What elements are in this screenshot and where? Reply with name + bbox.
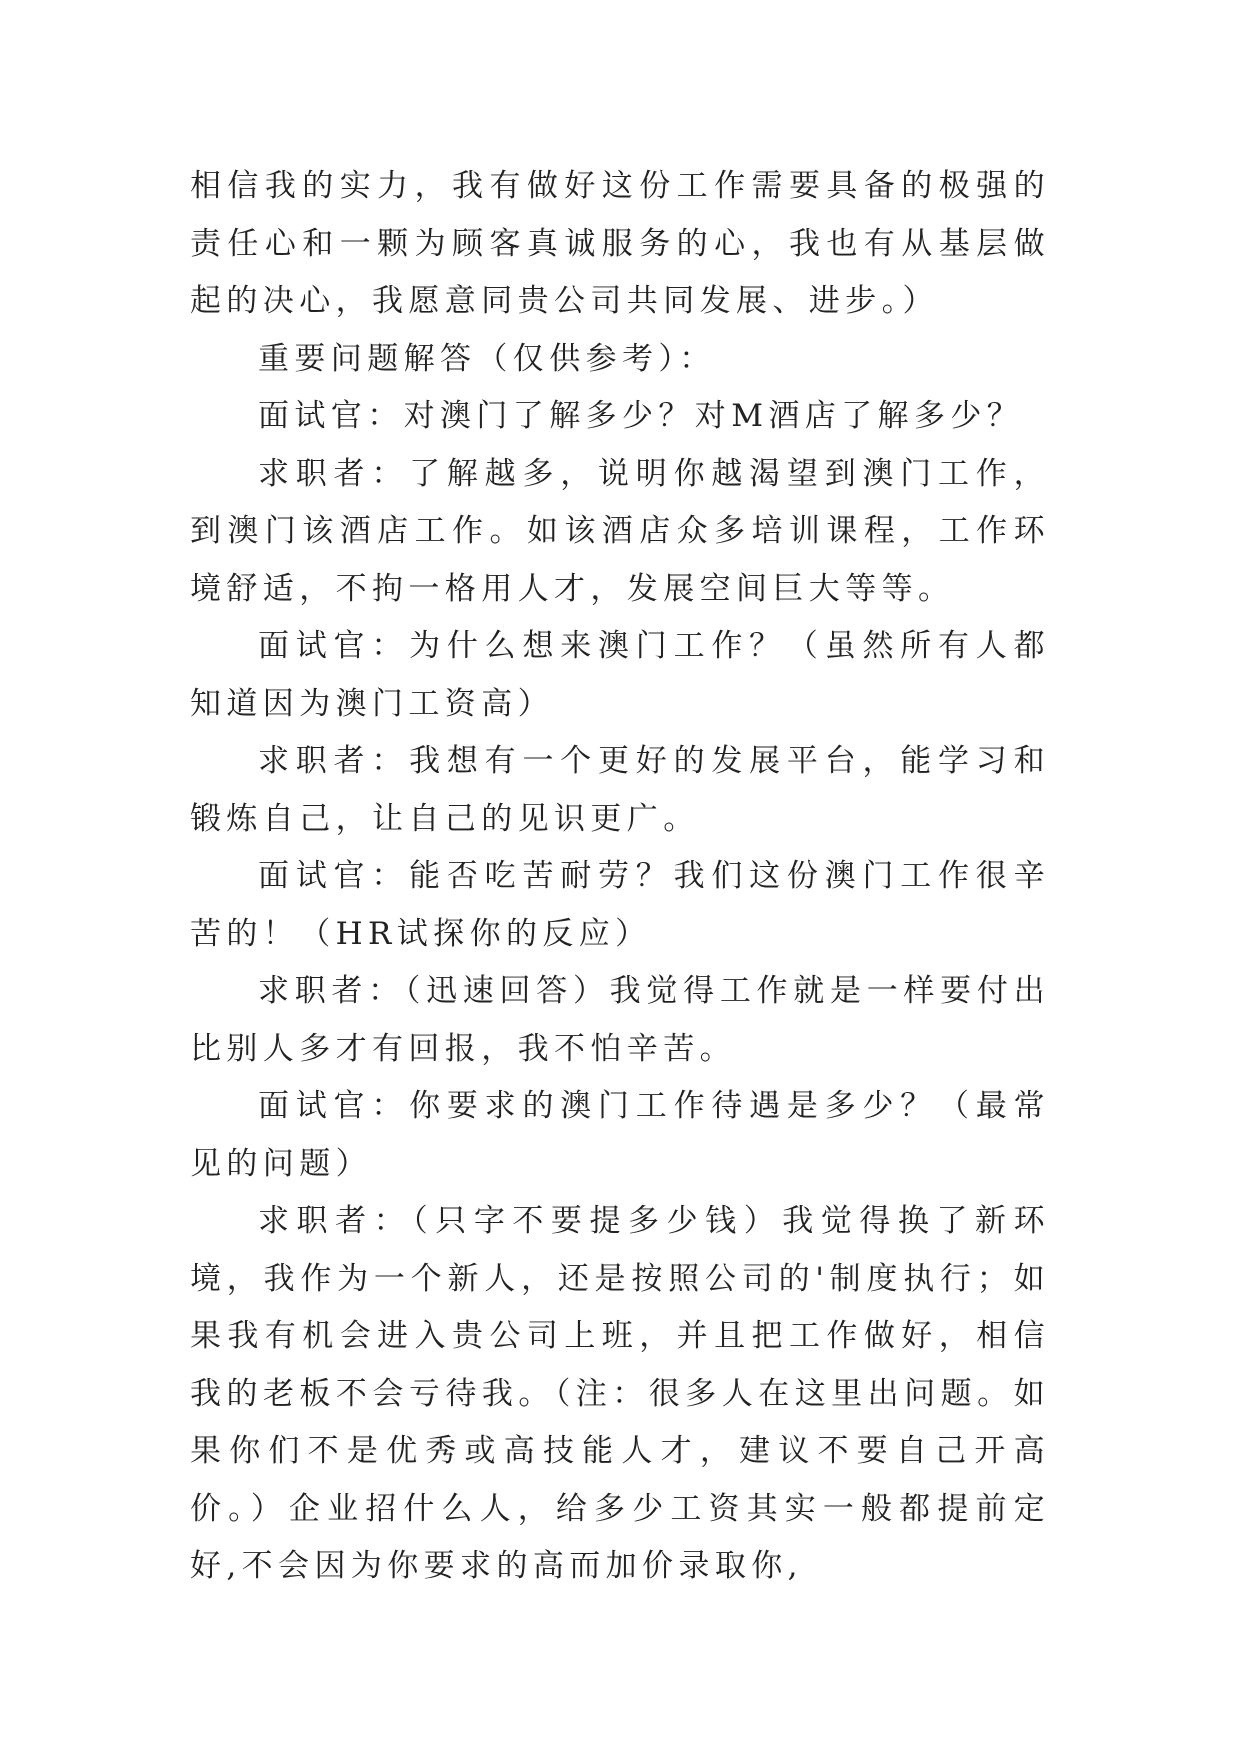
paragraph-candidate-a1: 求职者：了解越多，说明你越渴望到澳门工作，到澳门该酒店工作。如该酒店众多培训课程，工作环境舒适，不拘一格用人才，发展空间巨大等等。 [190,455,1050,607]
paragraph-interviewer-q3: 面试官：能否吃苦耐劳？我们这份澳门工作很辛苦的！（HR试探你的反应） [190,858,1050,952]
paragraph-interviewer-q4: 面试官：你要求的澳门工作待遇是多少？（最常见的问题） [190,1088,1050,1182]
paragraph-candidate-a3: 求职者：（迅速回答）我觉得工作就是一样要付出比别人多才有回报，我不怕辛苦。 [190,973,1050,1067]
document-body [190,158,1050,1596]
paragraph-self-statement-end: 相信我的实力，我有做好这份工作需要具备的极强的责任心和一颗为顾客真诚服务的心，我也有从基层做起的决心，我愿意同贵公司共同发展、进步。） [190,168,1050,319]
paragraph-candidate-a4: 求职者：（只字不要提多少钱）我觉得换了新环境，我作为一个新人，还是按照公司的'制度执行；如果我有机会进入贵公司上班，并且把工作做好，相信我的老板不会亏待我。（注：很多人在这里出问题。如果你们不是优秀或高技能人才，建议不要自己开高价。）企业招什么人，给多少工资其实一般都提前定好,不会因为你要求的高而加价录取你, [190,1203,1050,1584]
paragraph-section-heading: 重要问题解答（仅供参考）： [258,340,716,377]
paragraph-interviewer-q2: 面试官：为什么想来澳门工作？（虽然所有人都知道因为澳门工资高） [190,628,1050,722]
paragraph-interviewer-q1: 面试官：对澳门了解多少？对M酒店了解多少？ [258,398,1024,434]
paragraph-candidate-a2: 求职者：我想有一个更好的发展平台，能学习和锻炼自己，让自己的见识更广。 [190,743,1050,837]
